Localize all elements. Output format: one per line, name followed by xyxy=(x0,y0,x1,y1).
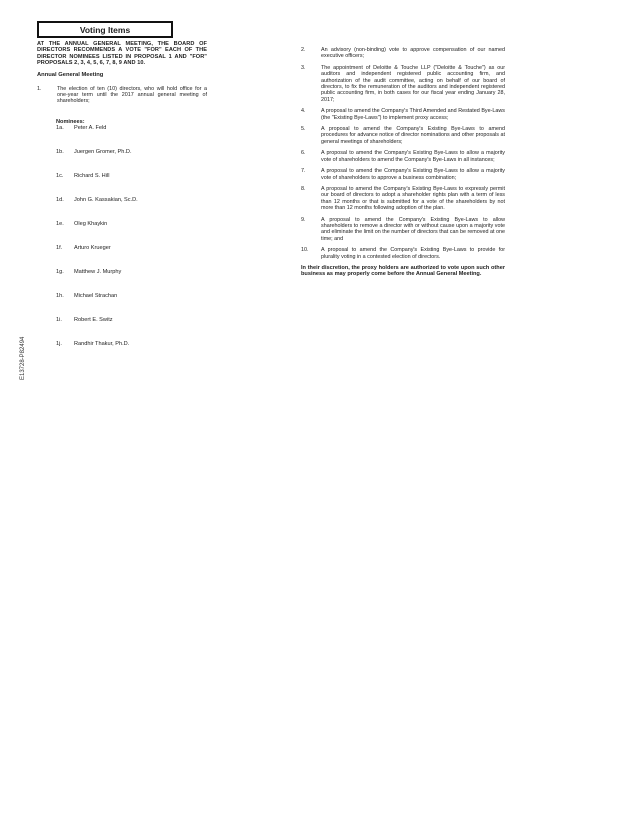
proposal-9 xyxy=(301,217,505,243)
nominee-name: Michael Strachan xyxy=(74,292,118,299)
proposal-number: 2. xyxy=(301,47,306,53)
nominee-number: 1i. xyxy=(56,316,62,323)
left-column xyxy=(37,41,207,365)
proposal-number: 9. xyxy=(301,216,306,223)
nominee-name: John G. Kassakian, Sc.D. xyxy=(74,196,138,203)
nominee-row xyxy=(56,341,207,365)
voting-items-title: Voting Items xyxy=(37,21,173,38)
nominee-row xyxy=(56,245,207,269)
proposal-5 xyxy=(301,126,505,145)
nominee-name: Richard S. Hill xyxy=(74,172,110,179)
proposal-text: A proposal to amend the Company's Third Amended and Restated Bye-Laws (the "Existing Bye-Laws") to implement proxy access; xyxy=(321,108,505,121)
proposal-text: A proposal to amend the Company's Existing Bye-Laws to allow a majority vote of shareholders to amend the Company's Bye-Laws in all instances; xyxy=(321,150,505,163)
nominee-number: 1h. xyxy=(56,292,64,299)
proposal-number: 5. xyxy=(301,126,306,133)
proposal-2 xyxy=(301,47,505,60)
proposal-number: 8. xyxy=(301,185,306,192)
proposal-number: 6. xyxy=(301,150,306,157)
board-recommendation: AT THE ANNUAL GENERAL MEETING, THE BOARD OF DIRECTORS RECOMMENDS A VOTE "FOR" EACH OF THE DIRECTOR NOMINEES LISTED IN PROPOSAL 1 AND "FOR" PROPOSALS 2, 3, 4, 5, 6, 7, 8, 9 AND 10. xyxy=(37,41,207,67)
nominee-name: Peter A. Feld xyxy=(74,124,107,131)
right-column xyxy=(301,47,505,278)
proposal-text: A proposal to amend the Company's Existing Bye-Laws to expressly permit our board of directors to adopt a shareholder rights plan with a term of less than 12 months or that is submitted for a vote of the shareholders by not more than 12 months following adoption of the plan. xyxy=(321,185,505,212)
proposal-7 xyxy=(301,168,505,181)
agm-heading: Annual General Meeting xyxy=(37,71,104,78)
nominee-number: 1d. xyxy=(56,196,64,203)
proposal-text: An advisory (non-binding) vote to approve compensation of our named executive officers; xyxy=(321,47,505,60)
nominee-row xyxy=(56,125,207,149)
nominee-name: Oleg Khaykin xyxy=(74,220,108,227)
proposal-number: 10. xyxy=(301,247,309,254)
nominee-number: 1b. xyxy=(56,148,64,155)
document-code: E13728-P82494 xyxy=(20,336,26,380)
proposal-3 xyxy=(301,65,505,103)
proposal-4 xyxy=(301,108,505,121)
proposal-number: 7. xyxy=(301,168,306,175)
proposal-text: A proposal to amend the Company's Existing Bye-Laws to amend procedures for advance notice of director nominations and other proposals at general meetings of shareholders; xyxy=(321,126,505,145)
nominee-number: 1e. xyxy=(56,220,64,227)
nominee-row xyxy=(56,317,207,341)
proposal-6 xyxy=(301,150,505,163)
nominee-row xyxy=(56,149,207,173)
nominee-name: Robert E. Switz xyxy=(74,316,113,323)
nominee-name: Matthew J. Murphy xyxy=(74,268,122,275)
nominee-name: Juergen Gromer, Ph.D. xyxy=(74,148,132,155)
nominee-number: 1c. xyxy=(56,172,64,179)
proposal-1 xyxy=(37,86,207,105)
proposal-number: 3. xyxy=(301,64,306,71)
nominee-row xyxy=(56,197,207,221)
nominee-name: Arturo Krueger xyxy=(74,244,111,251)
nominee-number: 1a. xyxy=(56,124,64,131)
nominee-number: 1j. xyxy=(56,340,62,347)
nominee-row xyxy=(56,293,207,317)
nominee-number: 1g. xyxy=(56,268,64,275)
proposal-text: The election of ten (10) directors, who will hold office for a one-year term until the 2017 annual general meeting of shareholders; xyxy=(57,85,207,105)
proposal-number: 4. xyxy=(301,108,306,115)
discretion-statement: In their discretion, the proxy holders are authorized to vote upon such other business as may properly come before the Annual General Meeting. xyxy=(301,264,505,278)
nominee-row xyxy=(56,269,207,293)
nominee-number: 1f. xyxy=(56,244,63,251)
proposal-text: A proposal to amend the Company's Existing Bye-Laws to allow shareholders to remove a director with or without cause upon a majority vote and eliminate the limit on the number of directors that can be removed at one time; and xyxy=(321,216,505,242)
proposal-text: A proposal to amend the Company's Existing Bye-Laws to allow a majority vote of shareholders to approve a business combination; xyxy=(321,168,505,181)
nominees-heading: Nominees: xyxy=(56,118,85,125)
proposal-text: The appointment of Deloitte & Touche LLP ("Deloitte & Touche") as our auditors and independent registered public accounting firm, and authorization of the audit committee, acting on behalf of our board of directors, to fix the remuneration of the auditors and independent registered public accounting firm, in both cases for our fiscal year ending January 28, 2017; xyxy=(321,64,505,103)
proposal-text: A proposal to amend the Company's Existing Bye-Laws to provide for plurality voting in a contested election of directors. xyxy=(321,247,505,260)
proposal-8 xyxy=(301,186,505,212)
proposal-10 xyxy=(301,247,505,260)
nominee-row xyxy=(56,173,207,197)
nominee-name: Randhir Thakur, Ph.D. xyxy=(74,340,130,347)
proposal-number: 1. xyxy=(37,85,42,92)
nominee-row xyxy=(56,221,207,245)
